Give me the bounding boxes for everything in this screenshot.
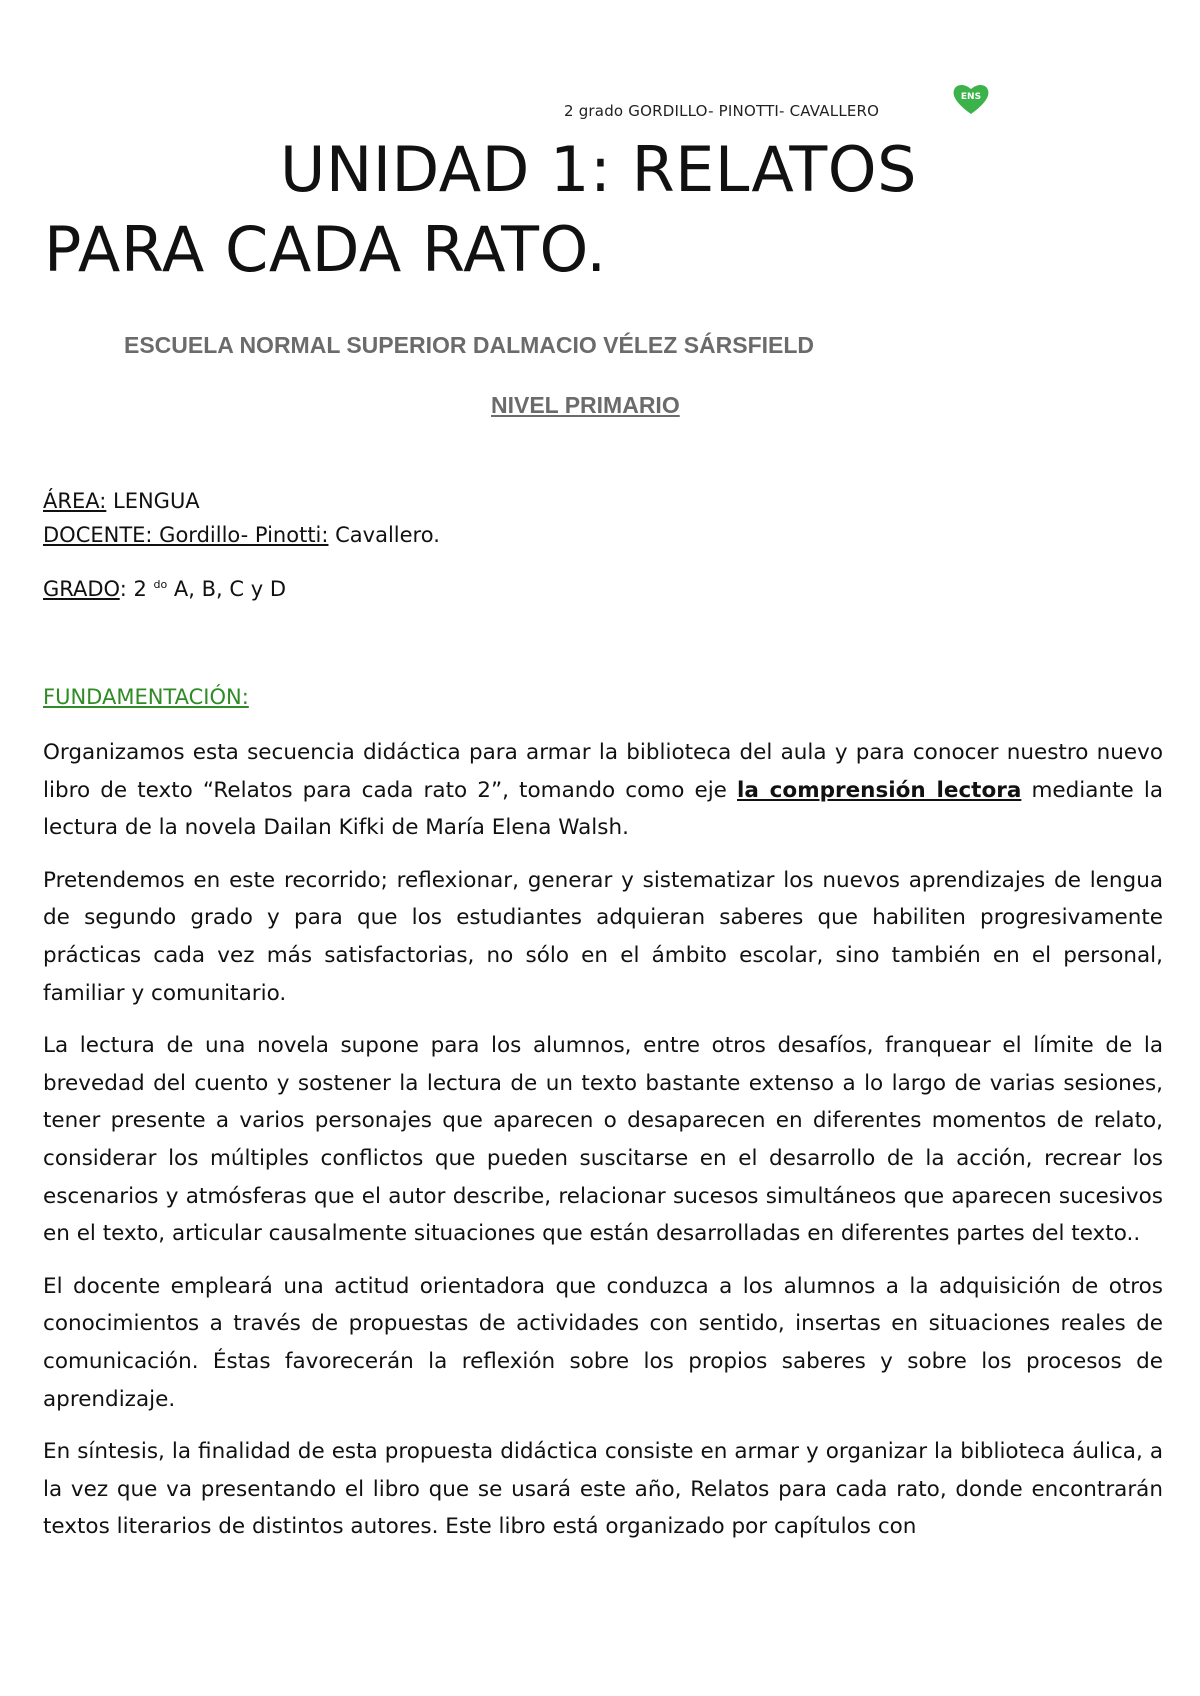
area-line	[43, 489, 200, 513]
paragraph-4: El docente empleará una actitud orientadora que conduzca a los alumnos a la adquisición de otros conocimientos a través de propuestas de actividades con sentido, insertas en situaciones reales de comunicación. Éstas favorecerán la reflexión sobre los propios saberes y sobre los procesos de aprendizaje.	[43, 1273, 1163, 1412]
docente-label: DOCENTE: Gordillo- Pinotti:	[43, 523, 329, 547]
grado-ordinal: do	[153, 578, 168, 591]
school-name: ESCUELA NORMAL SUPERIOR DALMACIO VÉLEZ SÁRSFIELD	[124, 332, 815, 358]
grade-header: 2 grado GORDILLO- PINOTTI- CAVALLERO	[564, 102, 880, 120]
paragraph-1-emphasis: la comprensión lectora	[737, 777, 1022, 803]
paragraph-1	[43, 734, 1163, 847]
page-title	[44, 130, 1164, 290]
grado-label: GRADO	[43, 577, 120, 601]
docente-line	[43, 523, 440, 547]
svg-text:ENS: ENS	[960, 92, 982, 102]
paragraph-1-end: mediante la lectura de la novela Dailan Kifki de María Elena Walsh.	[43, 777, 1163, 841]
docente-value: Cavallero.	[328, 523, 440, 547]
grado-number: : 2	[119, 577, 154, 601]
paragraph-1-text: Organizamos esta secuencia didáctica para armar la biblioteca del aula y para conocer nuestro nuevo libro de texto “Relatos para cada rato 2”, tomando como eje	[43, 740, 1163, 803]
body-text	[43, 734, 1163, 1561]
grado-value: A, B, C y D	[167, 577, 286, 601]
level-heading: NIVEL PRIMARIO	[491, 392, 680, 418]
title-line-1: UNIDAD 1: RELATOS	[280, 133, 917, 206]
title-line-2: PARA CADA RATO.	[44, 213, 607, 286]
grado-line	[43, 577, 286, 601]
school-logo-icon	[951, 82, 991, 116]
paragraph-2: Pretendemos en este recorrido; reflexionar, generar y sistematizar los nuevos aprendizajes de lengua de segundo grado y para que los estudiantes adquieran saberes que habiliten progresivamente prácticas cada vez más satisfactorias, no sólo en el ámbito escolar, sino también en el personal, familiar y comunitario.	[43, 867, 1163, 1006]
paragraph-3: La lectura de una novela supone para los alumnos, entre otros desafíos, franquear el límite de la brevedad del cuento y sostener la lectura de un texto bastante extenso a lo largo de varias sesiones, tener presente a varios personajes que aparecen o desaparecen en diferentes momentos de relato, considerar los múltiples conflictos que pueden suscitarse en el desarrollo de la acción, recrear los escenarios y atmósferas que el autor describe, relacionar sucesos simultáneos que aparecen sucesivos en el texto, articular causalmente situaciones que están desarrolladas en diferentes partes del texto..	[43, 1033, 1163, 1247]
area-value: LENGUA	[106, 489, 200, 513]
section-heading: FUNDAMENTACIÓN:	[43, 685, 249, 709]
paragraph-5: En síntesis, la finalidad de esta propuesta didáctica consiste en armar y organizar la biblioteca áulica, a la vez que va presentando el libro que se usará este año, Relatos para cada rato, donde encontrarán textos literarios de distintos autores. Este libro está organizado por capítulos con	[43, 1439, 1163, 1540]
area-label: ÁREA:	[43, 489, 107, 513]
